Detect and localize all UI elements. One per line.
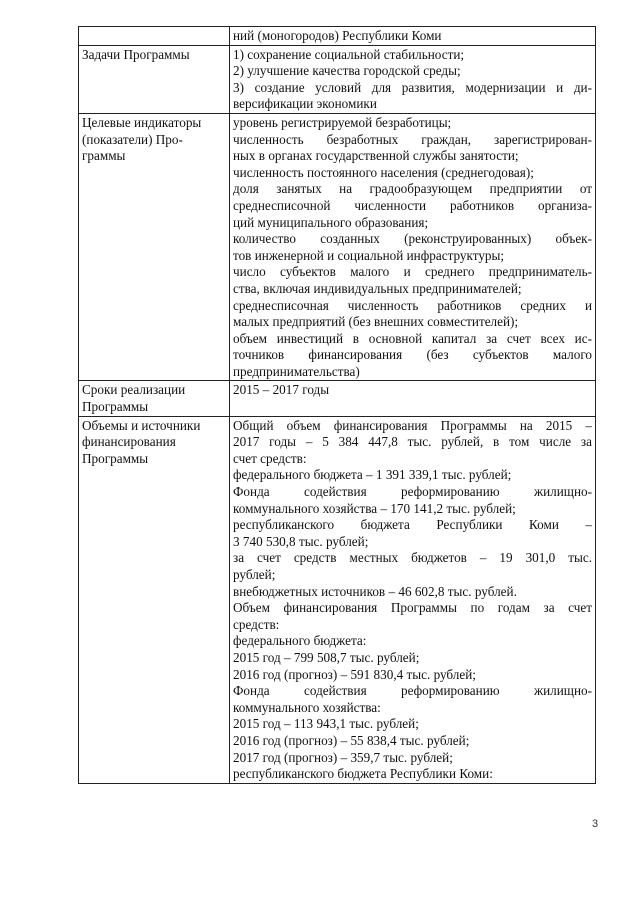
- content-line: число субъектов малого и среднего предприниматель-: [233, 264, 592, 280]
- content-line: коммунального хозяйства – 170 141,2 тыс. рублей;: [233, 500, 516, 516]
- content-line: за счет средств местных бюджетов – 19 301,0 тыс.: [233, 550, 592, 566]
- page-number: 3: [592, 818, 599, 830]
- content-line: предпринимательства): [233, 363, 360, 379]
- content-line: 2) улучшение качества городской среды;: [233, 63, 461, 79]
- content-line: рублей;: [233, 567, 276, 582]
- row-label-cell: [79, 45, 230, 113]
- content-line: объем инвестиций в основной капитал за счет всех ис-: [233, 330, 592, 346]
- content-line: версификации экономики: [233, 96, 377, 112]
- label-line: Объемы и источники: [82, 417, 201, 433]
- content-line: федерального бюджета – 1 391 339,1 тыс. рублей;: [233, 467, 512, 483]
- row-content-cell: [230, 381, 596, 416]
- row-label-cell: [79, 27, 230, 46]
- content-line: республиканского бюджета Республики Коми:: [233, 766, 493, 782]
- content-line: среднесписочная численность работников средних и: [233, 297, 592, 313]
- table-body: [79, 27, 596, 784]
- content-line: 2017 год (прогноз) – 359,7 тыс. рублей;: [233, 749, 453, 765]
- label-line: Программы: [82, 450, 149, 466]
- content-line: федерального бюджета:: [233, 633, 367, 649]
- row-label-cell: [79, 381, 230, 416]
- content-line: ций муниципального образования;: [233, 214, 429, 230]
- content-line: тов инженерной и социальной инфраструктуры;: [233, 247, 505, 263]
- content-line: 2015 год – 113 943,1 тыс. рублей;: [233, 716, 419, 732]
- row-label-cell: [79, 113, 230, 381]
- table-row: [79, 45, 596, 113]
- label-line: Задачи Программы: [82, 46, 190, 62]
- content-line: 2015 год – 799 508,7 тыс. рублей;: [233, 649, 420, 665]
- content-line: среднесписочной численности работников организа-: [233, 197, 592, 213]
- content-line: уровень регистрируемой безработицы;: [233, 114, 452, 130]
- content-line: доля занятых на градообразующем предприятии от: [233, 181, 592, 197]
- content-line: средств:: [233, 616, 280, 632]
- row-label-cell: [79, 416, 230, 783]
- content-line: республиканского бюджета Республики Коми –: [233, 517, 592, 533]
- content-line: ных в органах государственной службы занятости;: [233, 148, 519, 164]
- table-row: [79, 381, 596, 416]
- row-content-cell: [230, 416, 596, 783]
- content-line: точников финансирования (без субъектов малого: [233, 347, 592, 363]
- content-line: ний (моногородов) Республики Коми: [233, 28, 442, 43]
- row-content-cell: [230, 113, 596, 381]
- table-row: [79, 416, 596, 783]
- content-line: количество созданных (реконструированных) объек-: [233, 231, 592, 247]
- table-row: [79, 27, 596, 46]
- program-passport-table: [78, 26, 596, 784]
- label-line: Программы: [82, 399, 149, 415]
- content-line: численность постоянного населения (среднегодовая);: [233, 164, 534, 180]
- content-line: Фонда содействия реформированию жилищно-: [233, 683, 592, 699]
- label-line: Целевые индикаторы: [82, 114, 202, 130]
- content-line: Общий объем финансирования Программы на 2015 –: [233, 417, 592, 433]
- table-row: [79, 113, 596, 381]
- content-line: малых предприятий (без внешних совместителей);: [233, 314, 519, 330]
- content-line: счет средств:: [233, 450, 307, 466]
- content-line: 2016 год (прогноз) – 55 838,4 тыс. рублей;: [233, 732, 470, 748]
- label-line: граммы: [82, 148, 126, 164]
- content-line: 2016 год (прогноз) – 591 830,4 тыс. рублей;: [233, 666, 476, 682]
- label-line: (показатели) Про-: [82, 131, 183, 147]
- content-line: ства, включая индивидуальных предпринимателей;: [233, 280, 522, 296]
- content-line: внебюджетных источников – 46 602,8 тыс. рублей.: [233, 583, 517, 599]
- content-line: 2017 годы – 5 384 447,8 тыс. рублей, в том числе за: [233, 434, 592, 450]
- content-line: 2015 – 2017 годы: [233, 382, 330, 398]
- content-line: Объем финансирования Программы по годам за счет: [233, 600, 592, 616]
- content-line: 3) создание условий для развития, модернизации и ди-: [233, 79, 592, 95]
- content-line: 3 740 530,8 тыс. рублей;: [233, 533, 369, 549]
- row-content-cell: [230, 45, 596, 113]
- row-content-cell: [230, 27, 596, 46]
- label-line: финансирования: [82, 434, 176, 450]
- content-line: 1) сохранение социальной стабильности;: [233, 46, 465, 62]
- content-line: численность безработных граждан, зарегистрирован-: [233, 131, 592, 147]
- content-line: коммунального хозяйства:: [233, 699, 381, 715]
- content-line: Фонда содействия реформированию жилищно-: [233, 484, 592, 500]
- label-line: Сроки реализации: [82, 382, 186, 398]
